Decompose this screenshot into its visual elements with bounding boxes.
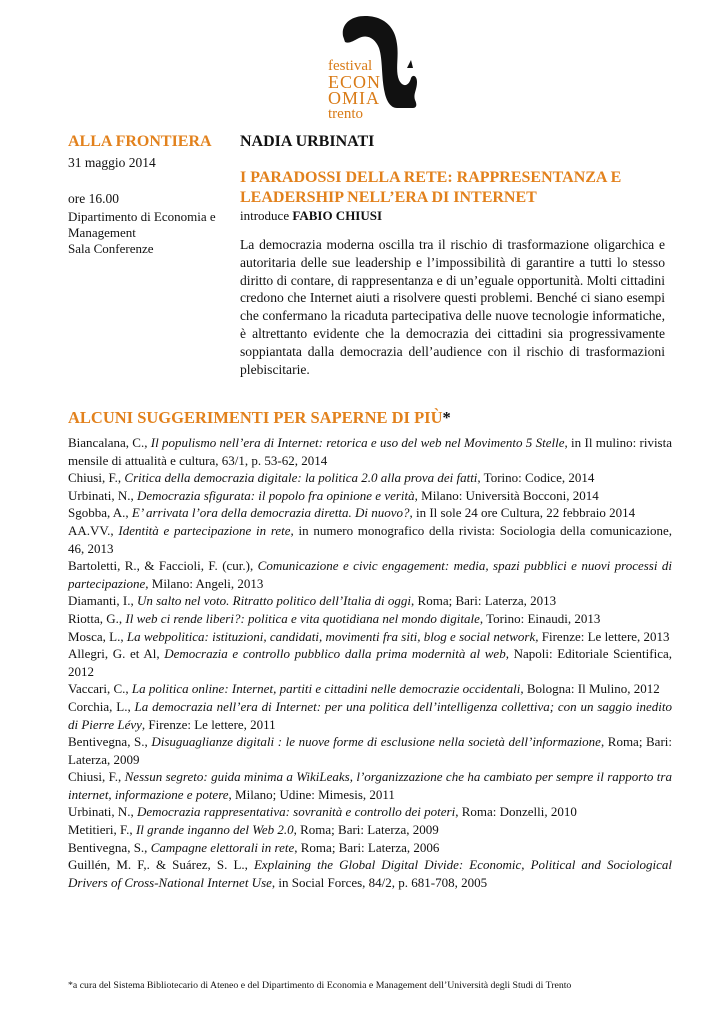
reference-author: Biancalana, C., <box>68 435 151 450</box>
talk-title: I PARADOSSI DELLA RETE: RAPPRESENTANZA E LEADERSHIP NELL’ERA DI INTERNET <box>240 169 622 206</box>
festival-logo <box>325 14 425 122</box>
logo-line-trento: trento <box>328 106 363 122</box>
venue-line-1: Dipartimento di Economia e <box>68 209 216 224</box>
reference-author: Bentivegna, S., <box>68 839 151 855</box>
reference-title: Un salto nel voto. Ritratto politico dell’Italia di oggi <box>136 593 412 609</box>
logo-line-econ: ECON <box>328 72 381 92</box>
reference-publication: , Firenze: Le lettere, 2011 <box>141 716 276 732</box>
footnote: *a cura del Sistema Bibliotecario di Ateneo e del Dipartimento di Economia e Management dell’Università degli Studi di Trento <box>68 980 572 991</box>
references-title <box>68 408 451 428</box>
venue-line-2: Management <box>68 225 136 240</box>
reference-item <box>68 628 672 646</box>
references-title-text: ALCUNI SUGGERIMENTI PER SAPERNE DI PIÙ <box>68 408 443 427</box>
reference-title: Identità e partecipazione in rete, <box>118 522 294 538</box>
reference-list <box>68 434 672 891</box>
reference-item <box>68 487 672 505</box>
reference-title: E’ arrivata l’ora della democrazia diretta. Di nuovo?, <box>131 505 413 521</box>
reference-author: Urbinati, N., <box>68 487 137 503</box>
reference-item <box>68 522 672 557</box>
talk-info <box>240 132 665 378</box>
reference-title: La politica online: Internet, partiti e cittadini nelle democrazie occidentali, <box>131 681 524 697</box>
reference-author: Vaccari, C., <box>68 681 132 697</box>
reference-title: Il populismo nell’era di Internet: retorica e uso del web nel Movimento 5 Stelle <box>150 435 565 450</box>
reference-author: Bartoletti, R., & Faccioli, F. (cur.), <box>68 558 258 574</box>
reference-author: Sgobba, A., <box>68 505 132 521</box>
reference-title: Il web ci rende liberi?: politica e vita quotidiana nel mondo digitale <box>125 610 480 626</box>
reference-author: Metitieri, F., <box>68 822 136 838</box>
reference-publication: , Torino: Codice, 2014 <box>477 470 595 486</box>
reference-item <box>68 610 672 628</box>
reference-title: Democrazia rappresentativa: sovranità e controllo dei poteri <box>136 804 456 820</box>
reference-publication: , Torino: Einaudi, 2013 <box>479 610 601 626</box>
reference-author: Riotta, G., <box>68 610 126 626</box>
reference-item <box>68 680 672 698</box>
reference-title: Il grande inganno del Web 2.0 <box>135 822 294 838</box>
reference-item <box>68 504 672 522</box>
reference-publication: , Roma; Bari: Laterza, 2009 <box>293 822 439 838</box>
reference-publication: Napoli: Editoriale Scientifica, 2012 <box>68 646 672 679</box>
reference-title: Campagne elettorali in rete <box>150 839 295 855</box>
reference-publication: , Milano; Udine: Mimesis, 2011 <box>228 786 395 802</box>
reference-item <box>68 856 672 891</box>
reference-publication: in numero monografico della rivista: Sociologia della comunicazione, 46, 2013 <box>68 522 673 556</box>
section-title: ALLA FRONTIERA <box>68 133 212 150</box>
reference-publication: , Roma; Bari: Laterza, 2006 <box>294 839 440 855</box>
reference-author: Guillén, M. F,. & Suárez, S. L., <box>68 857 254 873</box>
reference-item <box>68 698 672 733</box>
abstract: La democrazia moderna oscilla tra il rischio di trasformazione oligarchica e autoritaria delle sue leadership e l’impossibilità di garantire a tutti lo stesso diritto di contare, di rappresentanza e di un’eguale opportunità. Molti cittadini credono che Internet aiuti a risolvere questi problemi. Benché ci siano esempi che confermano la ricaduta partecipativa delle nuove tecnologie informatiche, è altrettanto evidente che la democrazia dei cittadini sia progressivamente soppiantata dalla democrazia dell’audience con il rischio di trasformazioni plebiscitarie. <box>240 237 665 377</box>
reference-title: Nessun segreto: guida minima a WikiLeaks, l’organizzazione che ha cambiato per sempre il rapporto tra internet, informazione e potere <box>68 769 672 802</box>
reference-publication: Bologna: Il Mulino, 2012 <box>523 681 660 697</box>
reference-publication: in Il sole 24 ore Cultura, 22 febbraio 2014 <box>412 505 636 521</box>
reference-item <box>68 733 672 768</box>
event-date: 31 maggio 2014 <box>68 155 156 170</box>
reference-author: Corchia, L., <box>68 698 135 714</box>
references-title-mark: * <box>442 408 451 427</box>
reference-item <box>68 768 672 803</box>
logo-text <box>328 58 381 122</box>
introducer-prefix: introduce <box>240 208 293 223</box>
reference-item <box>68 645 672 680</box>
logo-line-omia: OMIA <box>328 88 380 108</box>
reference-item <box>68 469 672 487</box>
room: Sala Conferenze <box>68 241 154 256</box>
reference-author: Mosca, L., <box>68 628 127 644</box>
reference-item <box>68 821 672 839</box>
reference-author: Urbinati, N., <box>68 804 137 820</box>
reference-publication: , in Social Forces, 84/2, p. 681-708, 2005 <box>271 874 488 890</box>
event-info <box>68 132 238 257</box>
reference-item <box>68 557 672 592</box>
reference-item <box>68 592 672 610</box>
reference-author: Allegri, G. et Al, <box>68 646 165 662</box>
introducer-name: FABIO CHIUSI <box>292 208 383 223</box>
reference-publication: , Roma; Bari: Laterza, 2013 <box>411 593 557 609</box>
reference-title: Disuguaglianze digitali : le nuove forme di esclusione nella società dell’informazione <box>151 734 601 750</box>
reference-title: Explaining the Global Digital Divide: Economic, Political and Sociological Drivers of Cross-National Internet Use <box>68 857 672 890</box>
reference-title: La webpolitica: istituzioni, candidati, movimenti fra siti, blog e social network, <box>126 628 539 644</box>
reference-publication: , Roma: Donzelli, 2010 <box>455 804 577 820</box>
reference-author: Bentivegna, S., <box>68 734 152 750</box>
reference-title: Critica della democrazia digitale: la politica 2.0 alla prova dei fatti <box>124 470 478 486</box>
reference-publication: , Milano: Università Bocconi, 2014 <box>414 487 599 503</box>
reference-publication: , Roma; Bari: Laterza, 2009 <box>68 734 673 767</box>
reference-author: Chiusi, F., <box>68 470 125 486</box>
reference-author: AA.VV., <box>68 522 119 538</box>
logo-line-festival: festival <box>328 58 373 74</box>
event-time: ore 16.00 <box>68 191 119 206</box>
reference-title: La democrazia nell’era di Internet: per una politica dell’intelligenza collettiva; con un saggio inedito di Pierre Lévy <box>68 698 673 732</box>
speaker-name: NADIA URBINATI <box>240 133 375 150</box>
reference-title: Democrazia sfigurata: il popolo fra opinione e verità <box>136 487 415 503</box>
reference-publication: Firenze: Le lettere, 2013 <box>538 628 670 644</box>
reference-title: Comunicazione e civic engagement: media, spazi pubblici e nuovi processi di partecipazione, <box>68 558 672 591</box>
reference-title: Democrazia e controllo pubblico dalla prima modernità al web, <box>164 646 509 662</box>
reference-item <box>68 839 672 857</box>
reference-author: Chiusi, F., <box>68 769 125 785</box>
reference-item <box>68 803 672 821</box>
reference-publication: , in Il mulino: rivista mensile di attualità e cultura, 63/1, p. 53-62, 2014 <box>68 435 672 468</box>
reference-item <box>68 434 672 469</box>
introducer <box>240 208 665 224</box>
reference-author: Diamanti, I., <box>68 593 137 609</box>
reference-publication: Milano: Angeli, 2013 <box>148 575 264 591</box>
